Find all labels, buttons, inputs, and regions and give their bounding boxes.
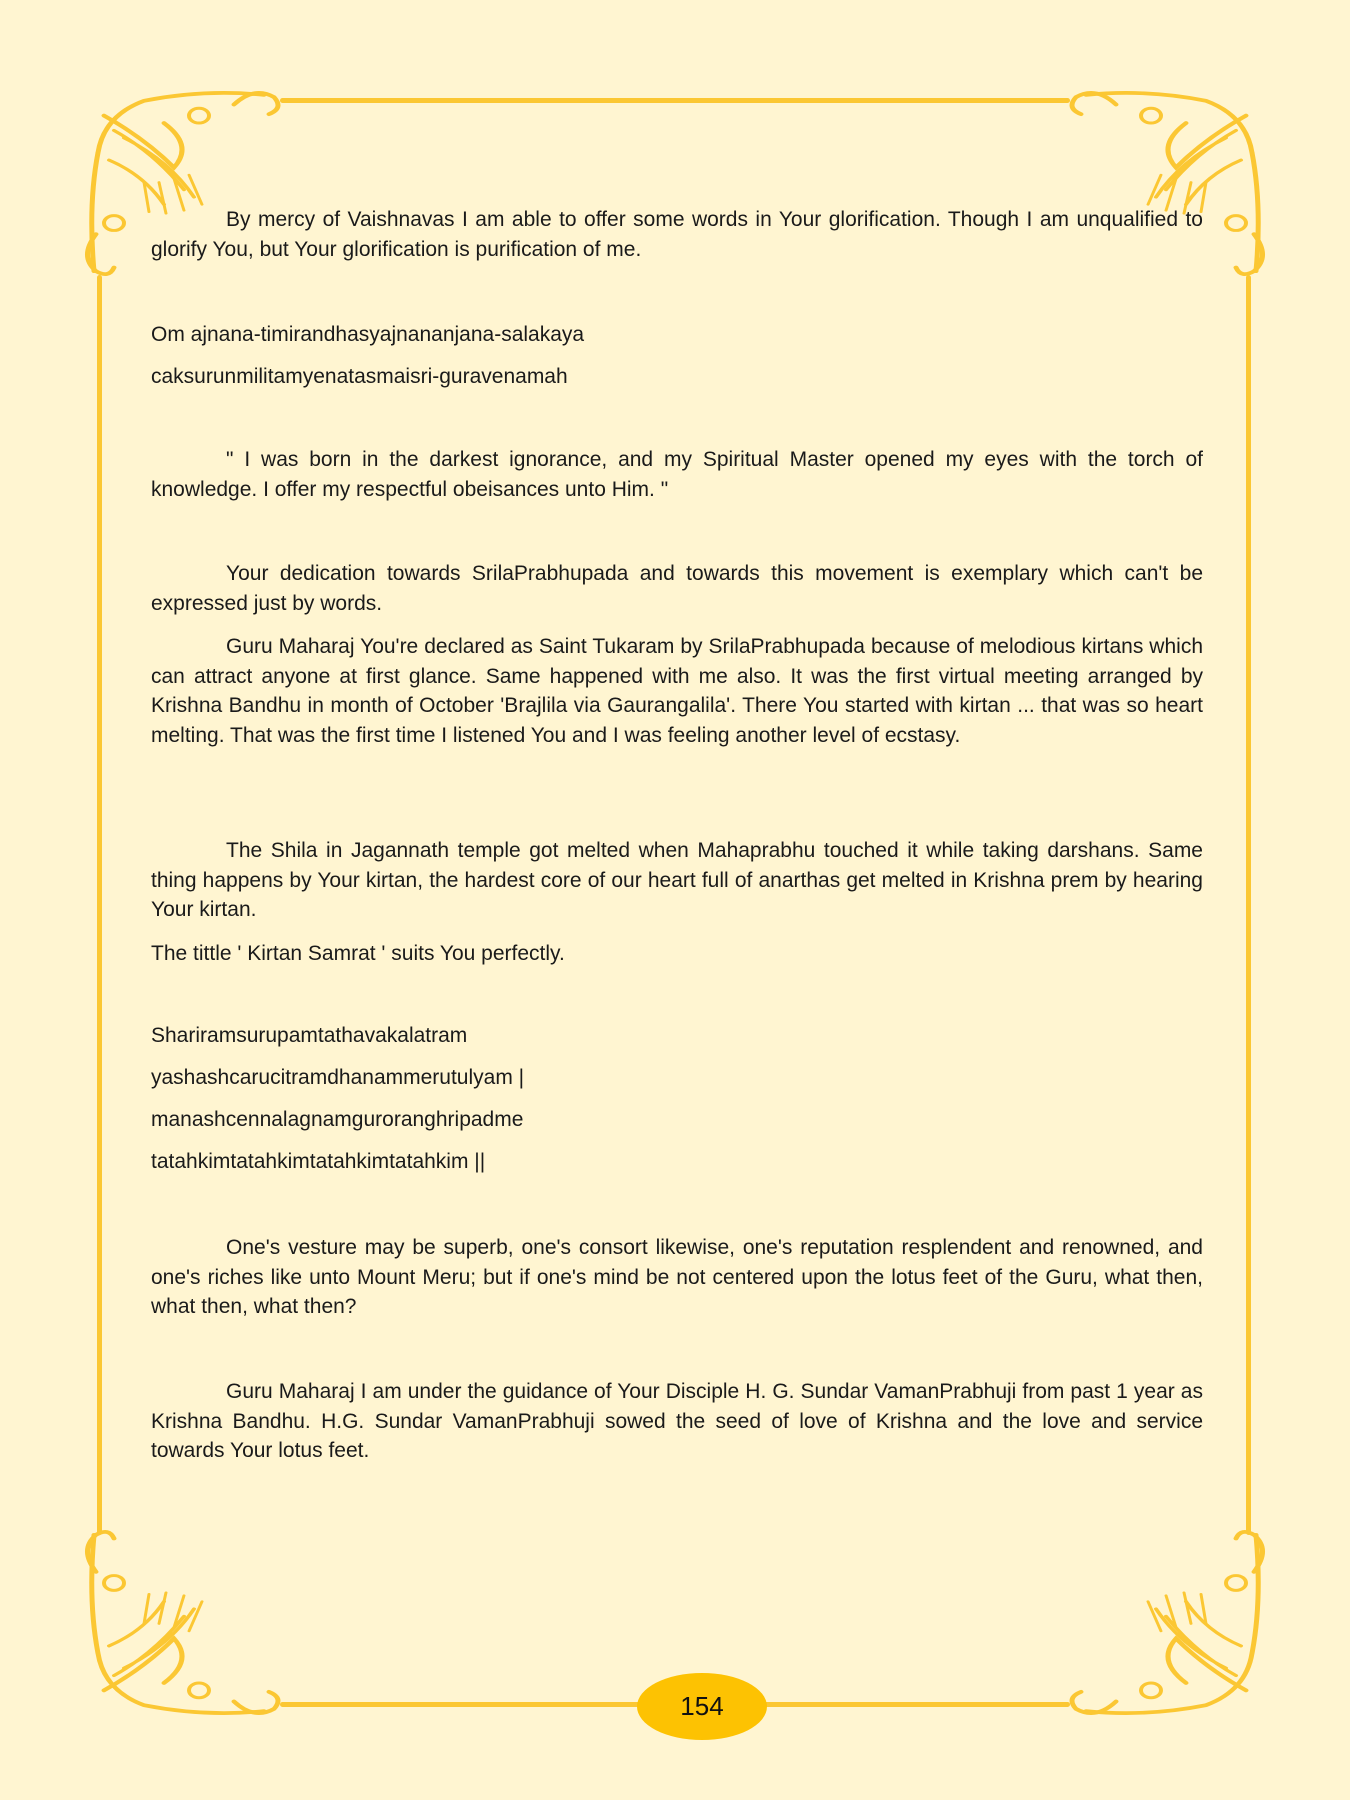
verse-line: caksurunmilitamyenatasmaisri-guravenamah	[151, 364, 568, 388]
left-border-line	[97, 275, 102, 1535]
right-border-line	[1246, 275, 1251, 1535]
verse-line: yashashcarucitramdhanammerutulyam |	[151, 1066, 525, 1089]
top-border-line	[280, 98, 1070, 103]
corner-ornament-bottom-left	[84, 1520, 284, 1720]
paragraph-dedication: Your dedication towards SrilaPrabhupada and towards this movement is exemplary which can't be expressed just by words. Guru Maharaj You're declared as Saint Tukaram by SrilaPrabhupada because of melodious kirtans which can attract anyone at first glance. Same happened with me also. It was the first virtual meeting arranged by Krishna Bandhu in month of October 'Brajlila via Gaurangalila'. There You started with kirtan ... that was so heart melting. That was the first time I listened You and I was feeling another level of ecstasy.	[151, 559, 1203, 750]
paragraph-guidance: Guru Maharaj I am under the guidance of Your Disciple H. G. Sundar VamanPrabhuji from past 1 year as Krishna Bandhu. H.G. Sundar VamanPrabhuji sowed the seed of love of Krishna and the love and service towards Your lotus feet.	[151, 1380, 1203, 1462]
verse-guru-pranam	[151, 320, 1203, 391]
verse-guru-ashtakam	[151, 1021, 1203, 1177]
corner-ornament-bottom-right	[1066, 1520, 1266, 1720]
verse-line: manashcennalagnamguroranghripadme	[151, 1108, 524, 1131]
verse-line: Om ajnana-timirandhasyajnananjana-salakaya	[151, 323, 585, 346]
paragraph-title: The tittle ' Kirtan Samrat ' suits You perfectly.	[151, 941, 565, 965]
paragraph-kirtan: Guru Maharaj You're declared as Saint Tukaram by SrilaPrabhupada because of melodious kirtans which can attract anyone at first glance. Same happened with me also. It was the first virtual meeting arranged by Krishna Bandhu in month of October 'Brajlila via Gaurangalila'. There You started with kirtan ... that was so heart melting. That was the first time I listened You and I was feeling another level of ecstasy.	[151, 635, 1203, 747]
verse-line: Shariramsurupamtathavakalatram	[151, 1024, 468, 1047]
paragraph-verse-translation: One's vesture may be superb, one's consort likewise, one's reputation resplendent and renowned, and one's riches like unto Mount Meru; but if one's mind be not centered upon the lotus feet of the Guru, what then, what then, what then?	[151, 1236, 1203, 1318]
verse-line: tatahkimtatahkimtatahkimtatahkim ||	[151, 1150, 486, 1173]
page-number: 154	[680, 1691, 724, 1721]
paragraph-intro: By mercy of Vaishnavas I am able to offer some words in Your glorification. Though I am unqualified to glorify You, but Your glorification is purification of me.	[151, 208, 1203, 261]
paragraph-translation: " I was born in the darkest ignorance, and my Spiritual Master opened my eyes with the torch of knowledge. I offer my respectful obeisances unto Him. "	[151, 448, 1203, 501]
page-number-badge	[637, 1673, 767, 1740]
paragraph-shila: The Shila in Jagannath temple got melted when Mahaprabhu touched it while taking darshans. Same thing happens by Your kirtan, the hardest core of our heart full of anarthas get melted in Krishna prem by hearing Your kirtan. The tittle ' Kirtan Samrat ' suits You perfectly.	[151, 836, 1203, 968]
